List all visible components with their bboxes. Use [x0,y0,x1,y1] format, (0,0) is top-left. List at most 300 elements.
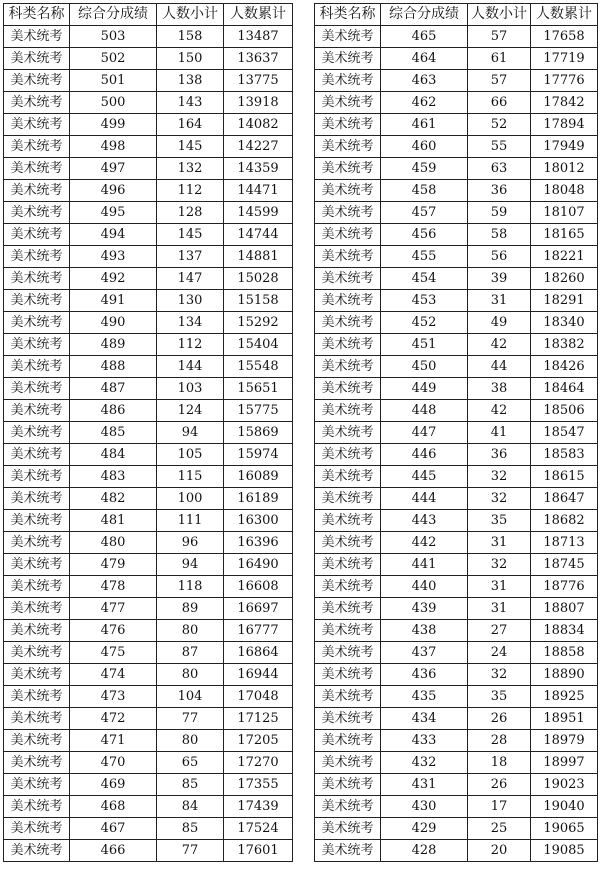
cell-cumulative: 16864 [224,642,293,664]
cell-category: 美术统考 [4,246,70,268]
cell-score: 499 [70,114,157,136]
cell-score: 454 [381,268,468,290]
cell-category: 美术统考 [4,158,70,180]
cell-count: 49 [468,312,531,334]
cell-cumulative: 13637 [224,48,293,70]
cell-cumulative: 18221 [531,246,598,268]
cell-score: 442 [381,532,468,554]
cell-score: 430 [381,796,468,818]
cell-count: 87 [157,642,224,664]
cell-category: 美术统考 [315,730,381,752]
table-row [315,136,598,158]
cell-category: 美术统考 [315,510,381,532]
cell-cumulative: 14082 [224,114,293,136]
cell-count: 57 [468,70,531,92]
cell-count: 137 [157,246,224,268]
table-row [4,26,293,48]
cell-score: 457 [381,202,468,224]
cell-count: 112 [157,180,224,202]
cell-score: 445 [381,466,468,488]
cell-category: 美术统考 [4,268,70,290]
table-row [4,422,293,444]
table-body-right [315,26,598,862]
cell-count: 112 [157,334,224,356]
cell-score: 429 [381,818,468,840]
cell-category: 美术统考 [4,840,70,862]
cell-count: 17 [468,796,531,818]
table-row [315,70,598,92]
table-body-left [4,26,293,862]
cell-cumulative: 16697 [224,598,293,620]
cell-score: 443 [381,510,468,532]
cell-count: 36 [468,180,531,202]
table-row [4,664,293,686]
cell-category: 美术统考 [4,774,70,796]
header-cumulative: 人数累计 [224,4,293,26]
score-table-right [314,3,598,862]
cell-cumulative: 18647 [531,488,598,510]
cell-count: 18 [468,752,531,774]
cell-cumulative: 13775 [224,70,293,92]
table-row [4,92,293,114]
cell-category: 美术统考 [4,510,70,532]
cell-category: 美术统考 [315,70,381,92]
cell-score: 497 [70,158,157,180]
table-row [4,620,293,642]
cell-score: 459 [381,158,468,180]
cell-category: 美术统考 [315,466,381,488]
cell-category: 美术统考 [4,708,70,730]
cell-score: 464 [381,48,468,70]
cell-count: 96 [157,532,224,554]
cell-count: 94 [157,554,224,576]
cell-count: 27 [468,620,531,642]
table-row [4,642,293,664]
cell-score: 439 [381,598,468,620]
cell-cumulative: 17125 [224,708,293,730]
cell-cumulative: 15974 [224,444,293,466]
cell-score: 462 [381,92,468,114]
header-category: 科类名称 [4,4,70,26]
cell-score: 460 [381,136,468,158]
cell-cumulative: 17205 [224,730,293,752]
cell-count: 147 [157,268,224,290]
table-row [315,796,598,818]
cell-cumulative: 14471 [224,180,293,202]
cell-category: 美术统考 [4,400,70,422]
cell-count: 31 [468,576,531,598]
cell-cumulative: 18426 [531,356,598,378]
table-row [4,752,293,774]
cell-score: 461 [381,114,468,136]
cell-score: 435 [381,686,468,708]
cell-count: 134 [157,312,224,334]
cell-cumulative: 18858 [531,642,598,664]
cell-score: 428 [381,840,468,862]
cell-count: 31 [468,290,531,312]
cell-cumulative: 17842 [531,92,598,114]
cell-score: 493 [70,246,157,268]
cell-category: 美术统考 [4,378,70,400]
cell-cumulative: 18890 [531,664,598,686]
table-row [4,224,293,246]
cell-count: 56 [468,246,531,268]
table-row [4,532,293,554]
cell-category: 美术统考 [315,246,381,268]
table-row [315,620,598,642]
cell-category: 美术统考 [4,114,70,136]
cell-category: 美术统考 [315,290,381,312]
cell-score: 488 [70,356,157,378]
cell-score: 431 [381,774,468,796]
cell-score: 501 [70,70,157,92]
cell-category: 美术统考 [315,576,381,598]
table-row [4,708,293,730]
cell-count: 59 [468,202,531,224]
cell-count: 145 [157,224,224,246]
cell-cumulative: 18713 [531,532,598,554]
table-row [315,642,598,664]
cell-category: 美术统考 [315,664,381,686]
cell-score: 484 [70,444,157,466]
cell-score: 470 [70,752,157,774]
cell-score: 495 [70,202,157,224]
table-row [315,708,598,730]
cell-cumulative: 16189 [224,488,293,510]
cell-category: 美术统考 [315,422,381,444]
cell-cumulative: 18979 [531,730,598,752]
cell-count: 84 [157,796,224,818]
cell-category: 美术统考 [315,400,381,422]
cell-category: 美术统考 [4,92,70,114]
cell-count: 35 [468,686,531,708]
cell-cumulative: 17719 [531,48,598,70]
cell-count: 100 [157,488,224,510]
table-row [315,246,598,268]
cell-count: 41 [468,422,531,444]
cell-count: 25 [468,818,531,840]
cell-cumulative: 15775 [224,400,293,422]
table-row [315,422,598,444]
cell-category: 美术统考 [4,664,70,686]
cell-cumulative: 18745 [531,554,598,576]
cell-count: 28 [468,730,531,752]
cell-score: 494 [70,224,157,246]
cell-score: 498 [70,136,157,158]
cell-category: 美术统考 [4,180,70,202]
cell-category: 美术统考 [315,532,381,554]
cell-count: 77 [157,840,224,862]
table-row [4,334,293,356]
cell-count: 65 [157,752,224,774]
cell-count: 38 [468,378,531,400]
cell-count: 31 [468,532,531,554]
cell-category: 美术统考 [4,576,70,598]
table-row [4,818,293,840]
table-row [315,488,598,510]
cell-score: 469 [70,774,157,796]
cell-count: 32 [468,554,531,576]
cell-category: 美术统考 [4,444,70,466]
table-row [315,444,598,466]
cell-cumulative: 18997 [531,752,598,774]
cell-cumulative: 18925 [531,686,598,708]
cell-cumulative: 17048 [224,686,293,708]
table-row [4,730,293,752]
cell-score: 466 [70,840,157,862]
table-row [315,114,598,136]
cell-score: 451 [381,334,468,356]
cell-score: 434 [381,708,468,730]
cell-score: 438 [381,620,468,642]
table-row [315,180,598,202]
cell-cumulative: 16396 [224,532,293,554]
cell-score: 502 [70,48,157,70]
cell-score: 503 [70,26,157,48]
table-row [4,840,293,862]
cell-score: 492 [70,268,157,290]
cell-category: 美术统考 [315,356,381,378]
cell-category: 美术统考 [4,224,70,246]
table-row [4,70,293,92]
cell-cumulative: 18382 [531,334,598,356]
cell-count: 144 [157,356,224,378]
cell-count: 138 [157,70,224,92]
cell-cumulative: 16089 [224,466,293,488]
table-row [315,48,598,70]
cell-cumulative: 18165 [531,224,598,246]
table-row [315,840,598,862]
table-row [4,312,293,334]
cell-score: 446 [381,444,468,466]
table-row [315,378,598,400]
cell-cumulative: 18506 [531,400,598,422]
cell-count: 132 [157,158,224,180]
cell-cumulative: 16777 [224,620,293,642]
cell-score: 449 [381,378,468,400]
cell-count: 103 [157,378,224,400]
cell-cumulative: 17270 [224,752,293,774]
table-row [4,268,293,290]
cell-category: 美术统考 [315,642,381,664]
cell-category: 美术统考 [4,202,70,224]
cell-score: 485 [70,422,157,444]
cell-count: 80 [157,664,224,686]
cell-score: 471 [70,730,157,752]
cell-count: 20 [468,840,531,862]
table-row [315,290,598,312]
cell-category: 美术统考 [315,752,381,774]
table-row [315,598,598,620]
cell-count: 26 [468,708,531,730]
cell-score: 482 [70,488,157,510]
table-row [4,356,293,378]
cell-category: 美术统考 [315,378,381,400]
cell-count: 77 [157,708,224,730]
cell-category: 美术统考 [315,444,381,466]
cell-score: 479 [70,554,157,576]
header-cumulative: 人数累计 [531,4,598,26]
table-row [315,466,598,488]
cell-count: 61 [468,48,531,70]
cell-category: 美术统考 [315,708,381,730]
cell-cumulative: 18012 [531,158,598,180]
table-row [315,356,598,378]
cell-count: 44 [468,356,531,378]
cell-score: 458 [381,180,468,202]
cell-category: 美术统考 [4,818,70,840]
cell-category: 美术统考 [315,818,381,840]
header-score: 综合分成绩 [381,4,468,26]
table-row [4,378,293,400]
header-row [315,4,598,26]
cell-count: 55 [468,136,531,158]
cell-count: 42 [468,400,531,422]
cell-count: 115 [157,466,224,488]
cell-cumulative: 15869 [224,422,293,444]
cell-category: 美术统考 [315,48,381,70]
cell-count: 118 [157,576,224,598]
cell-count: 85 [157,818,224,840]
cell-category: 美术统考 [4,356,70,378]
cell-cumulative: 18807 [531,598,598,620]
cell-cumulative: 19085 [531,840,598,862]
cell-count: 36 [468,444,531,466]
cell-score: 455 [381,246,468,268]
cell-cumulative: 19040 [531,796,598,818]
cell-cumulative: 17355 [224,774,293,796]
cell-score: 480 [70,532,157,554]
cell-count: 32 [468,466,531,488]
table-row [315,532,598,554]
cell-count: 150 [157,48,224,70]
table-row [315,686,598,708]
cell-category: 美术统考 [315,488,381,510]
cell-category: 美术统考 [315,268,381,290]
cell-count: 111 [157,510,224,532]
cell-cumulative: 18776 [531,576,598,598]
table-row [4,488,293,510]
table-row [4,400,293,422]
table-row [315,730,598,752]
cell-score: 448 [381,400,468,422]
cell-count: 66 [468,92,531,114]
cell-count: 80 [157,620,224,642]
cell-category: 美术统考 [315,224,381,246]
cell-score: 440 [381,576,468,598]
cell-cumulative: 17894 [531,114,598,136]
cell-count: 32 [468,664,531,686]
cell-score: 453 [381,290,468,312]
table-row [4,114,293,136]
cell-cumulative: 17524 [224,818,293,840]
table-row [315,752,598,774]
cell-count: 104 [157,686,224,708]
cell-category: 美术统考 [315,686,381,708]
cell-cumulative: 14881 [224,246,293,268]
table-row [4,158,293,180]
cell-cumulative: 19023 [531,774,598,796]
cell-cumulative: 18834 [531,620,598,642]
cell-category: 美术统考 [315,180,381,202]
cell-cumulative: 17776 [531,70,598,92]
cell-cumulative: 18340 [531,312,598,334]
cell-category: 美术统考 [315,312,381,334]
cell-category: 美术统考 [4,334,70,356]
cell-cumulative: 19065 [531,818,598,840]
cell-cumulative: 15404 [224,334,293,356]
cell-cumulative: 16944 [224,664,293,686]
cell-category: 美术统考 [4,290,70,312]
table-row [4,510,293,532]
header-score: 综合分成绩 [70,4,157,26]
cell-count: 89 [157,598,224,620]
cell-count: 57 [468,26,531,48]
cell-count: 31 [468,598,531,620]
cell-category: 美术统考 [4,752,70,774]
cell-score: 474 [70,664,157,686]
cell-score: 468 [70,796,157,818]
cell-cumulative: 17949 [531,136,598,158]
cell-category: 美术统考 [4,26,70,48]
cell-cumulative: 13918 [224,92,293,114]
cell-cumulative: 18583 [531,444,598,466]
cell-score: 447 [381,422,468,444]
cell-cumulative: 14599 [224,202,293,224]
cell-cumulative: 16490 [224,554,293,576]
cell-category: 美术统考 [315,840,381,862]
table-row [315,576,598,598]
cell-count: 52 [468,114,531,136]
table-row [315,400,598,422]
table-row [315,312,598,334]
cell-category: 美术统考 [315,114,381,136]
cell-score: 491 [70,290,157,312]
cell-cumulative: 14359 [224,158,293,180]
cell-count: 26 [468,774,531,796]
cell-category: 美术统考 [315,598,381,620]
cell-category: 美术统考 [315,774,381,796]
cell-count: 35 [468,510,531,532]
cell-category: 美术统考 [4,730,70,752]
table-row [4,576,293,598]
cell-count: 124 [157,400,224,422]
cell-score: 496 [70,180,157,202]
cell-score: 432 [381,752,468,774]
cell-cumulative: 15292 [224,312,293,334]
cell-cumulative: 18291 [531,290,598,312]
cell-cumulative: 18615 [531,466,598,488]
cell-cumulative: 18048 [531,180,598,202]
cell-score: 489 [70,334,157,356]
cell-score: 477 [70,598,157,620]
cell-category: 美术统考 [4,488,70,510]
cell-score: 487 [70,378,157,400]
cell-category: 美术统考 [315,202,381,224]
table-row [4,290,293,312]
table-row [315,818,598,840]
table-row [4,246,293,268]
cell-score: 463 [381,70,468,92]
table-row [315,774,598,796]
header-row [4,4,293,26]
table-row [4,48,293,70]
cell-category: 美术统考 [315,796,381,818]
table-row [315,268,598,290]
table-row [4,554,293,576]
cell-category: 美术统考 [315,26,381,48]
table-row [4,598,293,620]
